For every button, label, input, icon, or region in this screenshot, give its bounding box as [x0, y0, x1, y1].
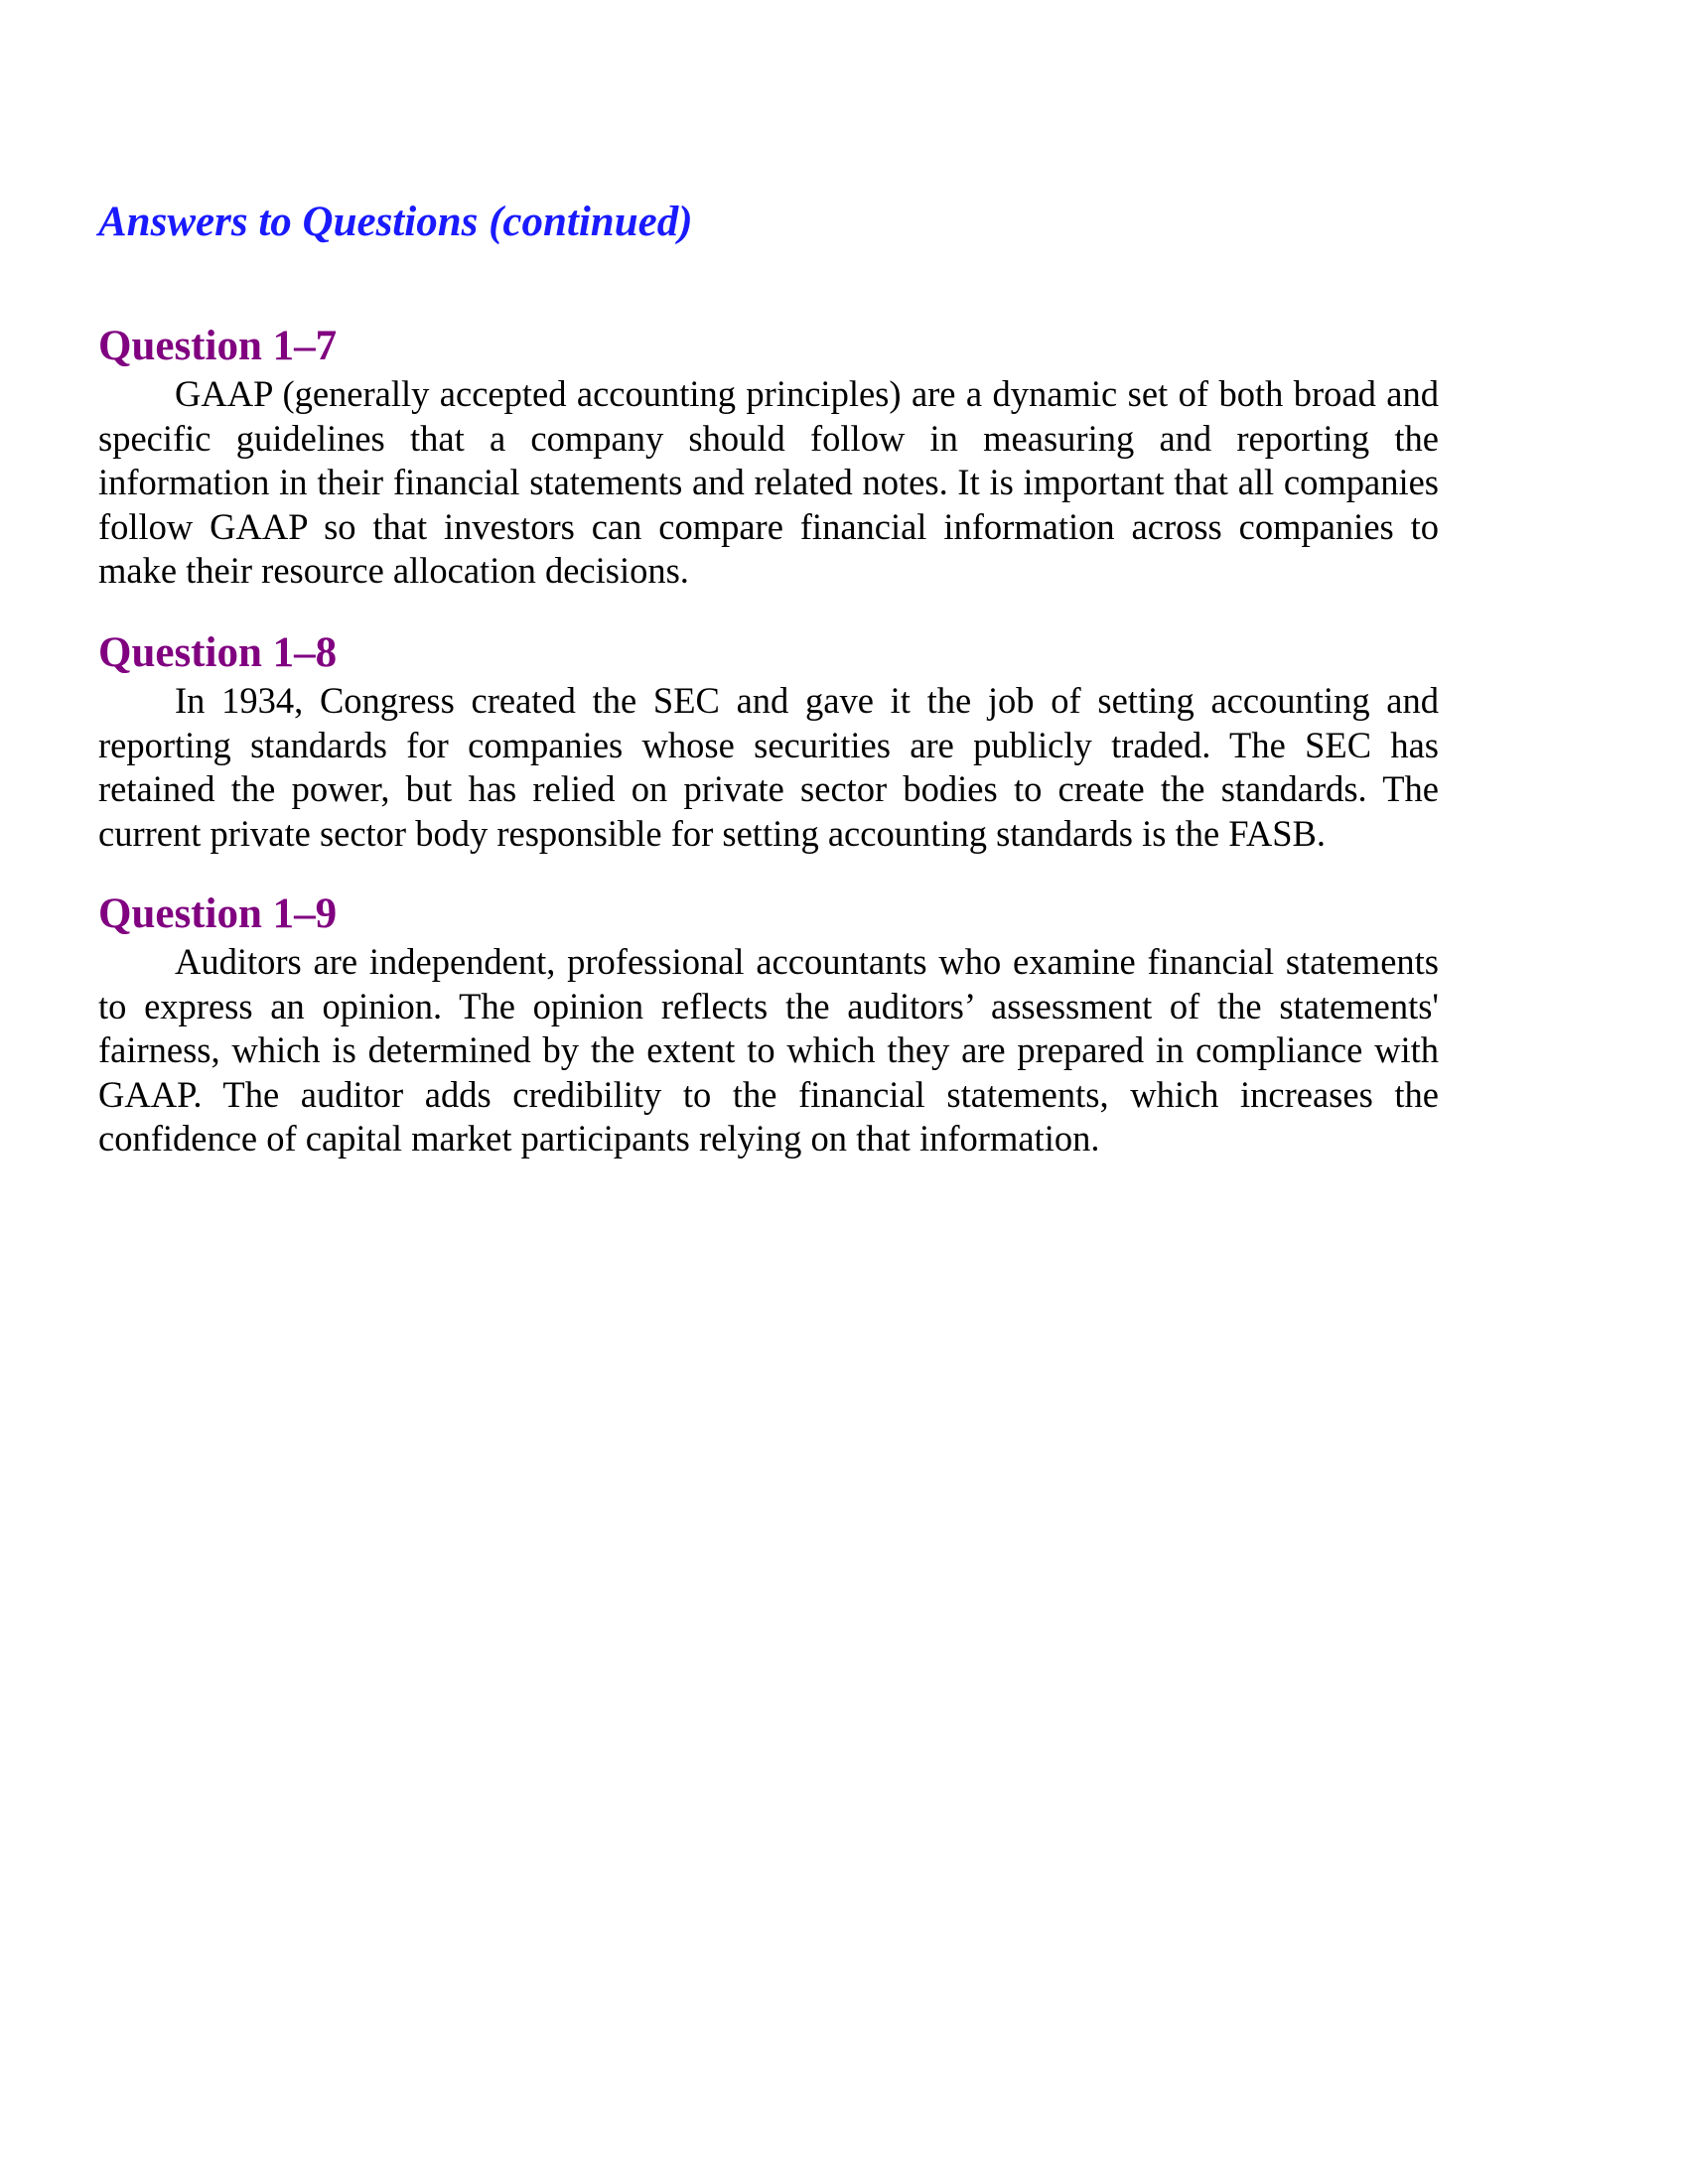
question-1-9 [98, 888, 1439, 1161]
question-title: Question 1–7 [98, 323, 338, 369]
question-answer: In 1934, Congress created the SEC and gave it the job of setting accounting and reporting standards for companies whose securities are publicly traded. The SEC has retained the power, but has relied on private sector bodies to create the standards. The current private sector body responsible for setting accounting standards is the FASB. [98, 680, 1439, 854]
question-title: Question 1–9 [98, 890, 338, 937]
question-answer: GAAP (generally accepted accounting principles) are a dynamic set of both broad and specific guidelines that a company should follow in measuring and reporting the information in their financial statements and related notes. It is important that all companies follow GAAP so that investors can compare financial information across companies to make their resource allocation decisions. [98, 373, 1439, 591]
question-answer: Auditors are independent, professional accountants who examine financial statements to express an opinion. The opinion reflects the auditors’ assessment of the statements' fairness, which is determined by the extent to which they are prepared in compliance with GAAP. The auditor adds credibility to the financial statements, which increases the confidence of capital market participants relying on that information. [98, 941, 1439, 1159]
question-1-7 [98, 321, 1439, 594]
page-heading: Answers to Questions (continued) [98, 199, 693, 245]
question-1-8 [98, 627, 1439, 856]
question-title: Question 1–8 [98, 629, 338, 676]
